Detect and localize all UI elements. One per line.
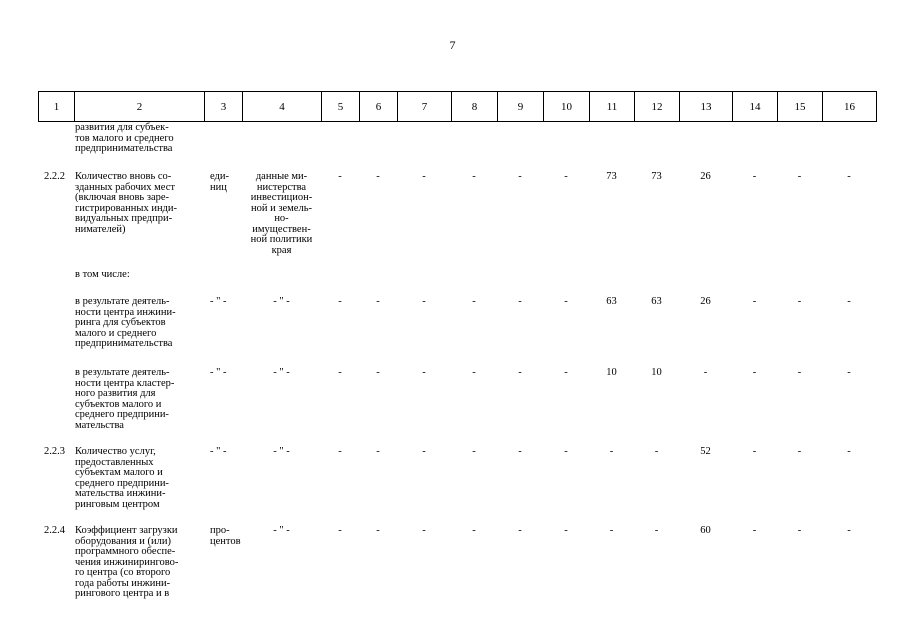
value-cell: - xyxy=(422,525,426,536)
value-cell xyxy=(497,123,543,172)
indicator-name: Количество услуг, предоставленных субъектам малого и среднего предприни- мательства инжини- ринговым центром xyxy=(75,446,169,510)
value-cell xyxy=(777,123,822,172)
value-cell: - xyxy=(422,171,426,182)
row-number: 2.2.4 xyxy=(44,525,65,536)
indicator-name: Количество вновь со- зданных рабочих мест (включая вновь заре- гистрированных инди- видуальных предпри- нимателей) xyxy=(75,171,178,235)
value-cell: - xyxy=(797,446,802,457)
value-cell: - xyxy=(376,171,380,182)
value-cell: - xyxy=(338,446,342,457)
indicator-table xyxy=(38,123,876,616)
value-cell xyxy=(822,123,876,172)
indicator-name: в результате деятель- ности центра инжини- ринга для субъектов малого и среднего предпринимательства xyxy=(75,296,176,349)
header-row xyxy=(39,92,877,122)
value-cell: - xyxy=(847,296,851,307)
header-cell: 8 xyxy=(452,92,498,122)
unit: еди- ниц xyxy=(210,171,229,193)
table-row xyxy=(38,526,876,616)
value-cell: - xyxy=(654,446,659,457)
header-cell: 3 xyxy=(205,92,243,122)
value-cell: - xyxy=(376,296,380,307)
indicator-name: Коэффициент загрузки оборудования и (или) программного обеспе- чения инжинирингово- го центра (со второго года работы инжини- рингового центра и в xyxy=(75,525,179,599)
value-cell: - xyxy=(518,525,522,536)
value-cell: - xyxy=(472,171,476,182)
header-cell: 13 xyxy=(680,92,733,122)
value-cell: - xyxy=(518,296,522,307)
table-row xyxy=(38,123,876,172)
table-row xyxy=(38,172,876,270)
table-row xyxy=(38,368,876,447)
value-cell: - xyxy=(422,367,426,378)
value-cell xyxy=(321,123,359,172)
value-cell xyxy=(321,270,359,297)
value-cell: 10 xyxy=(651,367,662,378)
value-cell xyxy=(589,123,634,172)
header-cell: 14 xyxy=(733,92,778,122)
value-cell: - xyxy=(518,171,522,182)
value-cell: - xyxy=(752,446,757,457)
table-row xyxy=(38,297,876,368)
header-cell: 4 xyxy=(243,92,322,122)
value-cell: - xyxy=(752,367,757,378)
header-cell: 5 xyxy=(322,92,360,122)
value-cell xyxy=(543,270,589,297)
value-cell: - xyxy=(422,296,426,307)
value-cell: - xyxy=(338,296,342,307)
header-cell: 12 xyxy=(635,92,680,122)
value-cell: 10 xyxy=(606,367,617,378)
value-cell: - xyxy=(752,525,757,536)
header-cell: 9 xyxy=(498,92,544,122)
value-cell: - xyxy=(797,367,802,378)
value-cell xyxy=(451,123,497,172)
indicator-name: развития для субъек- тов малого и среднего предпринимательства xyxy=(75,122,174,154)
header-cell: 16 xyxy=(823,92,877,122)
header-table xyxy=(38,91,877,122)
data-source: данные ми- нистерства инвестицион- ной и земель- но- имуществен- ной политики края xyxy=(250,171,313,256)
value-cell: - xyxy=(797,171,802,182)
value-cell: - xyxy=(376,525,380,536)
value-cell: - xyxy=(703,367,708,378)
unit: - " - xyxy=(210,367,227,378)
header-cell: 15 xyxy=(778,92,823,122)
value-cell: - xyxy=(564,446,568,457)
value-cell: - xyxy=(472,296,476,307)
value-cell xyxy=(679,270,732,297)
header-cell: 1 xyxy=(39,92,75,122)
value-cell xyxy=(732,270,777,297)
data-source xyxy=(242,270,321,297)
value-cell: - xyxy=(847,171,851,182)
value-cell: - xyxy=(472,367,476,378)
value-cell: - xyxy=(472,446,476,457)
data-source: - " - xyxy=(273,446,290,457)
value-cell: - xyxy=(609,525,614,536)
row-number: 2.2.2 xyxy=(44,171,65,182)
value-cell: - xyxy=(609,446,614,457)
value-cell: - xyxy=(847,367,851,378)
value-cell xyxy=(777,270,822,297)
value-cell xyxy=(732,123,777,172)
unit xyxy=(204,270,242,297)
value-cell: 63 xyxy=(606,296,617,307)
header-cell: 6 xyxy=(360,92,398,122)
header-cell: 10 xyxy=(544,92,590,122)
value-cell: - xyxy=(654,525,659,536)
value-cell: - xyxy=(564,367,568,378)
value-cell: - xyxy=(338,367,342,378)
value-cell: 73 xyxy=(651,171,662,182)
value-cell: - xyxy=(518,446,522,457)
value-cell xyxy=(359,270,397,297)
value-cell: 73 xyxy=(606,171,617,182)
value-cell: - xyxy=(564,171,568,182)
row-number xyxy=(38,270,74,297)
value-cell: - xyxy=(338,525,342,536)
value-cell xyxy=(634,123,679,172)
value-cell: 52 xyxy=(700,446,711,457)
table-row xyxy=(38,447,876,526)
value-cell: 26 xyxy=(700,171,711,182)
header-cell: 11 xyxy=(590,92,635,122)
value-cell: - xyxy=(338,171,342,182)
value-cell: 60 xyxy=(700,525,711,536)
value-cell: 63 xyxy=(651,296,662,307)
value-cell: - xyxy=(564,296,568,307)
row-number xyxy=(38,123,74,172)
value-cell: - xyxy=(797,525,802,536)
value-cell xyxy=(822,270,876,297)
value-cell: 26 xyxy=(700,296,711,307)
value-cell xyxy=(679,123,732,172)
value-cell: - xyxy=(847,446,851,457)
value-cell: - xyxy=(752,296,757,307)
value-cell xyxy=(451,270,497,297)
value-cell xyxy=(497,270,543,297)
value-cell: - xyxy=(752,171,757,182)
value-cell xyxy=(359,123,397,172)
value-cell xyxy=(543,123,589,172)
row-number: 2.2.3 xyxy=(44,446,65,457)
indicator-name: в том числе: xyxy=(75,269,130,280)
row-number xyxy=(38,368,74,447)
row-number xyxy=(38,297,74,368)
page-number: 7 xyxy=(449,38,456,52)
value-cell: - xyxy=(472,525,476,536)
data-source: - " - xyxy=(273,296,290,307)
value-cell xyxy=(397,123,451,172)
header-cell: 7 xyxy=(398,92,452,122)
indicator-name: в результате деятель- ности центра кластер- ного развития для субъектов малого и среднего предприни- мательства xyxy=(75,367,175,431)
value-cell: - xyxy=(518,367,522,378)
value-cell xyxy=(589,270,634,297)
data-source xyxy=(242,123,321,172)
value-cell xyxy=(397,270,451,297)
header-cell: 2 xyxy=(75,92,205,122)
data-source: - " - xyxy=(273,525,290,536)
value-cell: - xyxy=(376,367,380,378)
unit: - " - xyxy=(210,296,227,307)
data-source: - " - xyxy=(273,367,290,378)
table-row xyxy=(38,270,876,297)
unit: про- центов xyxy=(210,525,241,547)
value-cell xyxy=(634,270,679,297)
value-cell: - xyxy=(564,525,568,536)
value-cell: - xyxy=(422,446,426,457)
unit: - " - xyxy=(210,446,227,457)
value-cell: - xyxy=(847,525,851,536)
unit xyxy=(204,123,242,172)
value-cell: - xyxy=(376,446,380,457)
value-cell: - xyxy=(797,296,802,307)
